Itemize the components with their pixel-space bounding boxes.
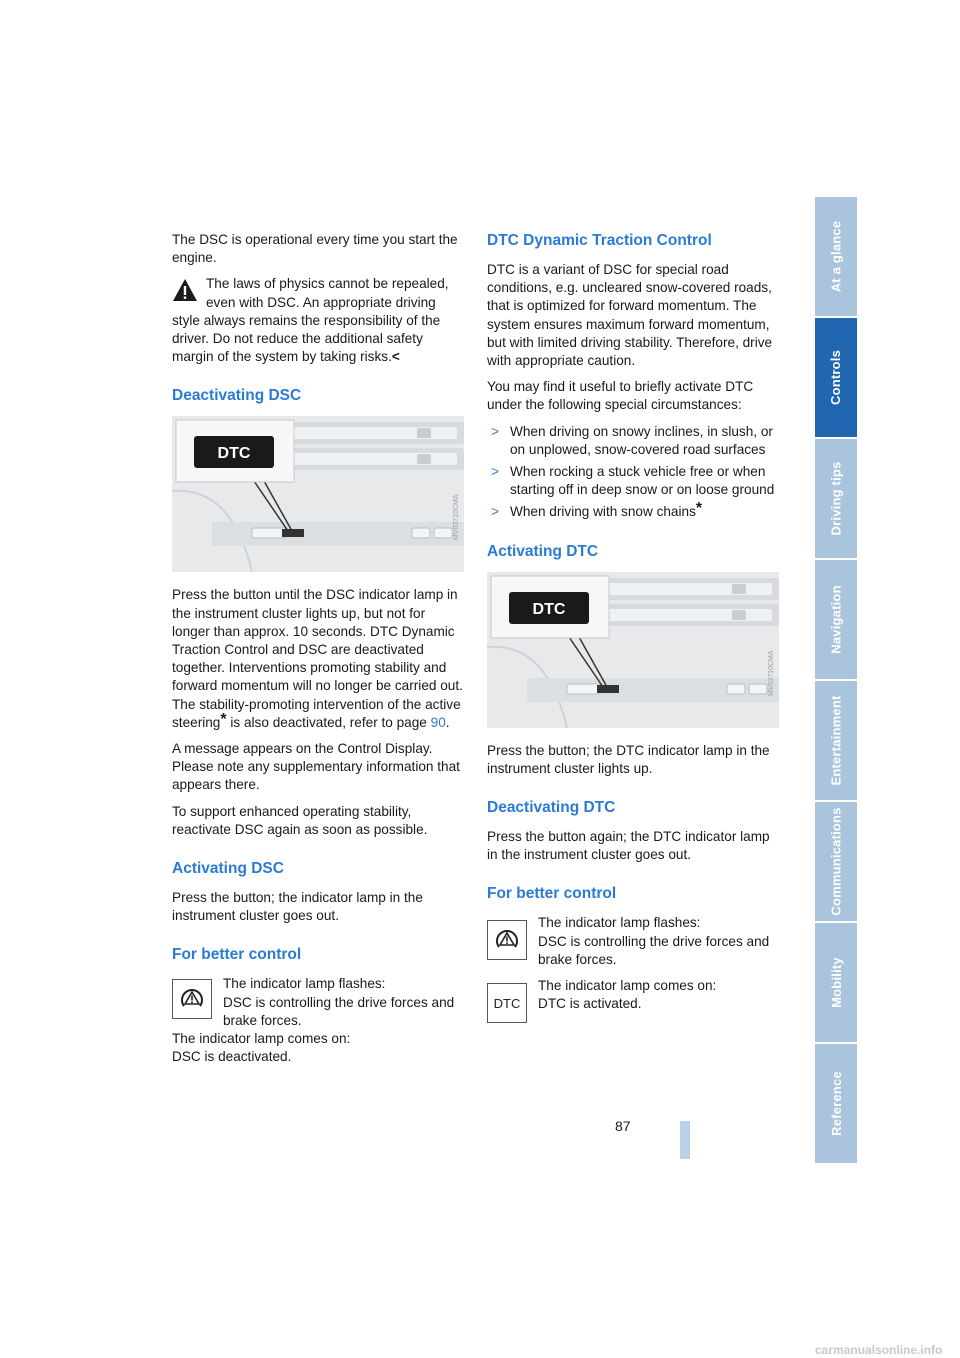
list-item: > When driving with snow chains*: [491, 500, 703, 520]
reactivate-text: To support enhanced operating stability, reactivate DSC again as soon as possible.: [172, 803, 428, 837]
flash-text-1: The indicator lamp flashes:: [538, 915, 701, 931]
control-display-text: A message appears on the Control Display. Please note any supplementary information that appears there.: [172, 741, 460, 793]
flash-text-1: The indicator lamp flashes:: [223, 976, 386, 992]
end-mark: <: [391, 349, 400, 365]
dsc-warning-lamp-icon: [487, 920, 527, 960]
fig-code: MV03710CMA: [768, 650, 775, 696]
dtc-usage: You may find it useful to briefly activate DTC under the following special circumstances:: [487, 379, 754, 413]
fig-button-label: DTC: [532, 600, 566, 618]
heading-activating-dtc: Activating DTC: [487, 542, 599, 560]
tab-reference[interactable]: Reference: [815, 1044, 857, 1163]
tab-navigation[interactable]: Navigation: [815, 560, 857, 679]
page-number: 87: [615, 1118, 631, 1134]
deactivating-dtc-text: Press the button again; the DTC indicator lamp in the instrument cluster goes out.: [487, 829, 770, 863]
safety-warning: [172, 275, 464, 366]
flash-text-2: DSC is controlling the drive forces and brake forces.: [538, 933, 770, 967]
tab-controls[interactable]: Controls: [815, 318, 857, 437]
dsc-flash-indicator: [172, 975, 464, 1030]
tab-entertainment[interactable]: Entertainment: [815, 681, 857, 800]
warning-text-line1: The laws of physics cannot be repealed, even with DSC. An appropriate driving: [206, 276, 449, 310]
right-column: [487, 231, 780, 1029]
list-item: > When rocking a stuck vehicle free or when starting off in deep snow or on loose ground: [491, 464, 775, 498]
on-text-1: The indicator lamp comes on:: [172, 1031, 351, 1047]
left-column: [172, 231, 464, 1066]
chapter-sidebar: [815, 197, 857, 1159]
heading-dtc: DTC Dynamic Traction Control: [487, 232, 712, 249]
intro-text: The DSC is operational every time you start the engine.: [172, 232, 458, 266]
dtc-button-figure: [487, 572, 779, 728]
warning-text: style always remains the responsibility of the driver. Do not reduce the additional safety margin of the system by taking risks.: [172, 312, 441, 365]
heading-activating-dsc: Activating DSC: [172, 860, 284, 878]
dtc-lamp-label: DTC: [493, 996, 521, 1012]
dsc-button-figure: [172, 416, 464, 572]
dtc-lamp-icon: [487, 983, 527, 1023]
deactivating-dsc-text: Press the button until the DSC indicator lamp in the instrument cluster lights up, but not for longer than approx. 10 seconds. DTC Dynamic Traction Control and DSC are deactivated together. Interventions promoting stability and forward momentum will no longer be carried out. The stability-promoting intervention of the active steering* is also deactivated, refer to page 90.: [172, 587, 463, 730]
fig-button-label: DTC: [217, 445, 251, 463]
tab-at-a-glance[interactable]: At a glance: [815, 197, 857, 316]
tab-communications[interactable]: Communications: [815, 802, 857, 921]
activating-dsc-text: Press the button; the indicator lamp in the instrument cluster goes out.: [172, 890, 423, 924]
watermark: carmanualsonline.info: [815, 1343, 943, 1357]
on-text-1: The indicator lamp comes on:: [538, 978, 717, 994]
dtc-intro: DTC is a variant of DSC for special road conditions, e.g. uncleared snow-covered roads, that is optimized for forward momentum. The system ensures maximum forward momentum, but with limited driving stability. Therefore, drive with appropriate caution.: [487, 262, 773, 369]
console-illustration: [487, 572, 779, 728]
page-number-bar: [680, 1121, 690, 1159]
dsc-warning-lamp-icon: [172, 979, 212, 1019]
tab-driving-tips[interactable]: Driving tips: [815, 439, 857, 558]
dtc-on-indicator: [487, 977, 780, 1021]
dtc-circumstances-list: [487, 423, 780, 522]
activating-dtc-text: Press the button; the DTC indicator lamp in the instrument cluster lights up.: [487, 742, 770, 776]
list-item: > When driving on snowy inclines, in slush, or on unplowed, snow-covered road surfaces: [491, 423, 773, 457]
fig-code: MV03710CMA: [453, 494, 460, 541]
heading-deactivating-dsc: Deactivating DSC: [172, 387, 302, 405]
page-90-link[interactable]: 90: [430, 714, 446, 730]
heading-deactivating-dtc: Deactivating DTC: [487, 799, 616, 817]
tab-mobility[interactable]: Mobility: [815, 923, 857, 1042]
dsc-flash-indicator: [487, 914, 780, 969]
heading-better-control-left: For better control: [172, 946, 302, 964]
on-text-2: DSC is deactivated.: [172, 1049, 292, 1065]
flash-text-2: DSC is controlling the drive forces and brake forces.: [223, 994, 455, 1028]
on-text-2: DTC is activated.: [538, 996, 642, 1012]
heading-better-control-right: For better control: [487, 885, 617, 903]
console-illustration: [172, 416, 464, 572]
warning-triangle-icon: [172, 278, 198, 307]
